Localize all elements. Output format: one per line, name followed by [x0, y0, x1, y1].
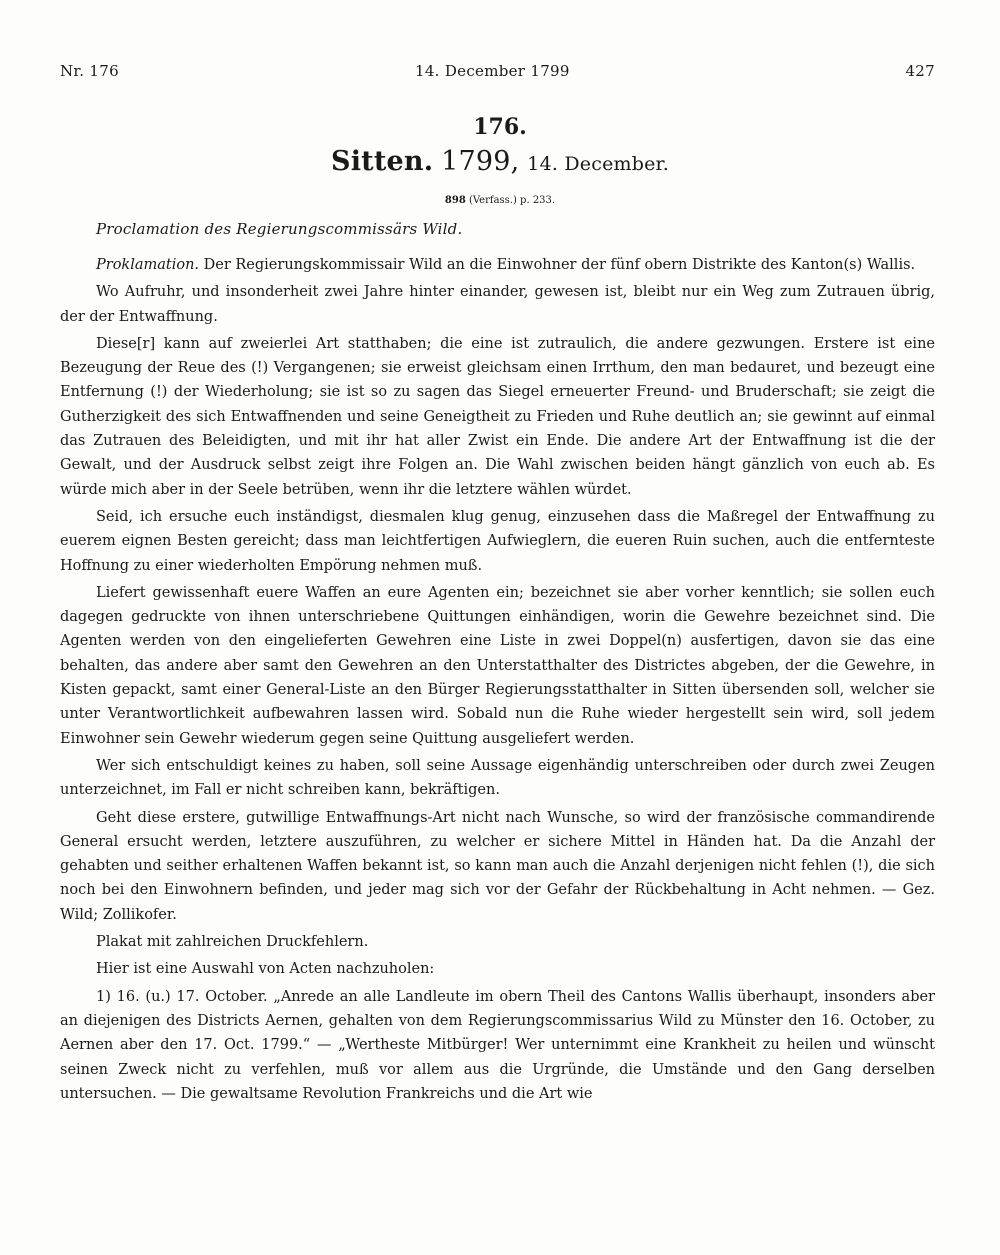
paragraph: Hier ist eine Auswahl von Acten nachzuholen:	[96, 961, 435, 978]
paragraph: Liefert gewissenhaft euere Waffen an eure Agenten ein; bezeichnet sie aber vorher kenntlich; sie sollen euch dagegen gedruckte von ihnen unterschriebene Quittungen einhändigen, worin die Gewehre bezeichnet sind. Die Agenten werden von den eingelieferten Gewehren eine Liste in zwei Doppel(n) ausfertigen, davon sie das eine behalten, das andere aber samt den Gewehren an den Unterstatthalter des Districtes abgeben, der die Gewehre, in Kisten gepackt, samt einer General-Liste an den Bürger Regierungsstatthalter in Sitten übersenden soll, welcher sie unter Verantwortlichkeit aufbewahren lassen wird. Sobald nun die Ruhe wieder hergestellt sein wird, soll jedem Einwohner sein Gewehr wiederum gegen seine Quittung ausgeliefert werden.	[60, 584, 935, 747]
source-reference	[0, 195, 1000, 206]
source-number: 898	[444, 195, 466, 206]
source-detail: (Verfass.) p. 233.	[468, 195, 556, 206]
running-head	[60, 62, 935, 84]
place-date-heading	[0, 146, 1000, 177]
paragraph: Diese[r] kann auf zweierlei Art statthaben; die eine ist zutraulich, die andere gezwungen. Erstere ist eine Bezeugung der Reue des (!) Vergangenen; sie erweist gleichsam einen Irrthum, den man bedauret, und bezeugt eine Entfernung (!) der Wiederholung; sie ist so zu sagen das Siegel erneuerter Freund- und Bruderschaft; sie zeigt die Gutherzigkeit des sich Entwaffnenden und seine Geneigtheit zu Frieden und Ruhe deutlich an; sie gewinnt auf einmal das Zutrauen des Beleidigten, und mit ihr hat aller Zwist ein Ende. Die andere Art der Entwaffnung ist die der Gewalt, und der Ausdruck selbst zeigt ihre Folgen an. Die Wahl zwischen beiden hängt gänzlich von euch ab. Es würde mich aber in der Seele betrüben, wenn ihr die letztere wählen würdet.	[60, 335, 935, 498]
paragraph: 1) 16. (u.) 17. October. „Anrede an alle Landleute im obern Theil des Cantons Wallis überhaupt, insonders aber an diejenigen des Districts Aernen, gehalten von dem Regierungscommissarius Wild zu Münster den 16. October, zu Aernen aber den 17. Oct. 1799.“ — „Wertheste Mitbürger! Wer unternimmt eine Krankheit zu heilen und wünscht seinen Zweck nicht zu verfehlen, muß vor allem aus die Urgründe, die Umstände und den Gang derselben untersuchen. — Die gewaltsame Revolution Frankreichs und die Art wie	[60, 988, 935, 1102]
paragraph: Geht diese erstere, gutwillige Entwaffnungs-Art nicht nach Wunsche, so wird der französische commandirende General ersucht werden, letztere auszuführen, zu welcher er sichere Mittel in Händen hat. Da die Anzahl der gehabten und seither erhaltenen Waffen bekannt ist, so kann man auch die Anzahl derjenigen nicht fehlen (!), die sich noch bei den Einwohnern befinden, und jeder mag sich vor der Gefahr der Rückbehaltung in Acht nehmen. — Gez. Wild; Zollikofer.	[60, 809, 935, 923]
paragraph: Wo Aufruhr, und insonderheit zwei Jahre hinter einander, gewesen ist, bleibt nur ein Weg zum Zutrauen übrig, der der Entwaffnung.	[60, 284, 935, 325]
day: 14. December.	[527, 153, 669, 175]
year: 1799,	[441, 146, 520, 177]
document-number-header: Nr. 176	[60, 62, 119, 80]
paragraph-text: Der Regierungskommissair Wild an die Einwohner der fünf obern Distrikte des Kanton(s) Wallis.	[199, 257, 916, 273]
paragraph: Seid, ich ersuche euch inständigst, diesmalen klug genug, einzusehen dass die Maßregel der Entwaffnung zu euerem eignen Besten gereicht; dass man leichtfertigen Aufwieglern, die eueren Ruin suchen, auch die entfernteste Hoffnung zu einer wiederholten Empörung nehmen muß.	[60, 508, 935, 574]
document-number: 176.	[473, 114, 527, 140]
place: Sitten.	[331, 146, 434, 177]
paragraph: Wer sich entschuldigt keines zu haben, soll seine Aussage eigenhändig unterschreiben oder durch zwei Zeugen unterzeichnet, im Fall er nicht schreiben kann, bekräftigen.	[60, 757, 935, 799]
body-text	[60, 253, 935, 1106]
proclamation-label: Proklamation.	[96, 257, 200, 273]
date-header: 14. December 1799	[415, 62, 570, 80]
paragraph	[60, 253, 935, 277]
page-number: 427	[905, 62, 935, 80]
document-title: Proclamation des Regierungscommissärs Wild.	[96, 220, 463, 238]
paragraph: Plakat mit zahlreichen Druckfehlern.	[96, 934, 369, 951]
